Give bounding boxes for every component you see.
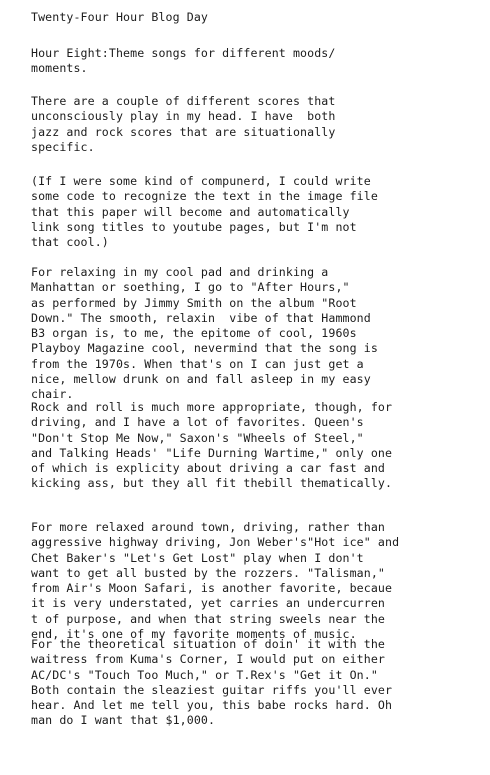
text-line: and Talking Heads' "Life Durning Wartime," only one — [31, 445, 393, 460]
paragraph-driving — [31, 400, 486, 492]
text-line: Manhattan or soething, I go to "After Hours," — [31, 280, 350, 295]
title-line: Twenty-Four Hour Blog Day — [31, 10, 209, 24]
text-line: For more relaxed around town, driving, rather than — [31, 520, 386, 534]
text-line: Playboy Magazine cool, nevermind that the song is — [31, 341, 378, 356]
text-line: specific. — [31, 139, 95, 154]
text-line: man do I want that $1,000. — [31, 713, 216, 728]
text-line: B3 organ is, to me, the epitome of cool, 1960s — [31, 326, 357, 341]
text-line: waitress from Kuma's Corner, I would put on either — [31, 652, 386, 667]
text-line: (If I were some kind of compunerd, I could write — [31, 174, 371, 188]
page-title — [31, 10, 486, 25]
text-line: Chet Baker's "Let's Get Lost" play when I don't — [31, 550, 364, 565]
text-line: Rock and roll is much more appropriate, though, for — [31, 400, 393, 414]
text-line: from Air's Moon Safari, is another favorite, becaue — [31, 581, 393, 596]
text-line: There are a couple of different scores that — [31, 94, 336, 108]
text-line: of which is explicity about driving a car fast and — [31, 461, 386, 476]
text-line: link song titles to youtube pages, but I'm not — [31, 219, 357, 234]
text-line: "Don't Stop Me Now," Saxon's "Wheels of Steel," — [31, 430, 364, 445]
paragraph-aside — [31, 174, 486, 250]
text-line: as performed by Jimmy Smith on the album "Root — [31, 295, 357, 310]
text-line: kicking ass, but they all fit thebill thematically. — [31, 476, 393, 491]
text-line: For relaxing in my cool pad and drinking a — [31, 265, 329, 279]
paragraph-relaxing — [31, 265, 486, 403]
text-line: that cool.) — [31, 235, 109, 250]
paragraph-theoretical — [31, 637, 486, 729]
text-line: it is very understated, yet carries an undercurren — [31, 596, 386, 611]
text-line: t of purpose, and when that string sweels near the — [31, 611, 386, 626]
text-line: hear. And let me tell you, this babe rocks hard. Oh — [31, 698, 393, 713]
text-line: For the theoretical situation of doin' it with the — [31, 637, 386, 651]
text-line: unconsciously play in my head. I have both — [31, 109, 336, 124]
text-line: want to get all busted by the rozzers. "Talisman," — [31, 565, 386, 580]
text-line: some code to recognize the text in the image file — [31, 189, 378, 204]
paragraph-intro — [31, 94, 486, 155]
text-line: driving, and I have a lot of favorites. Queen's — [31, 415, 364, 430]
text-line: chair. — [31, 387, 74, 402]
section-heading — [31, 46, 486, 77]
text-line: nice, mellow drunk on and fall asleep in my easy — [31, 372, 371, 387]
heading-line: Hour Eight:Theme songs for different moods/ — [31, 46, 336, 60]
text-line: Down." The smooth, relaxin vibe of that Hammond — [31, 310, 371, 325]
text-line: end, it's one of my favorite moments of music. — [31, 627, 357, 642]
text-line: from the 1970s. When that's on I can just get a — [31, 356, 364, 371]
text-line: AC/DC's "Touch Too Much," or T.Rex's "Get it On." — [31, 667, 378, 682]
paragraph-around-town — [31, 520, 486, 642]
text-line: aggressive highway driving, Jon Weber's"Hot ice" and — [31, 535, 400, 550]
text-line: that this paper will become and automatically — [31, 204, 350, 219]
heading-line: moments. — [31, 61, 88, 76]
text-line: Both contain the sleaziest guitar riffs you'll ever — [31, 682, 393, 697]
text-line: jazz and rock scores that are situationally — [31, 124, 336, 139]
